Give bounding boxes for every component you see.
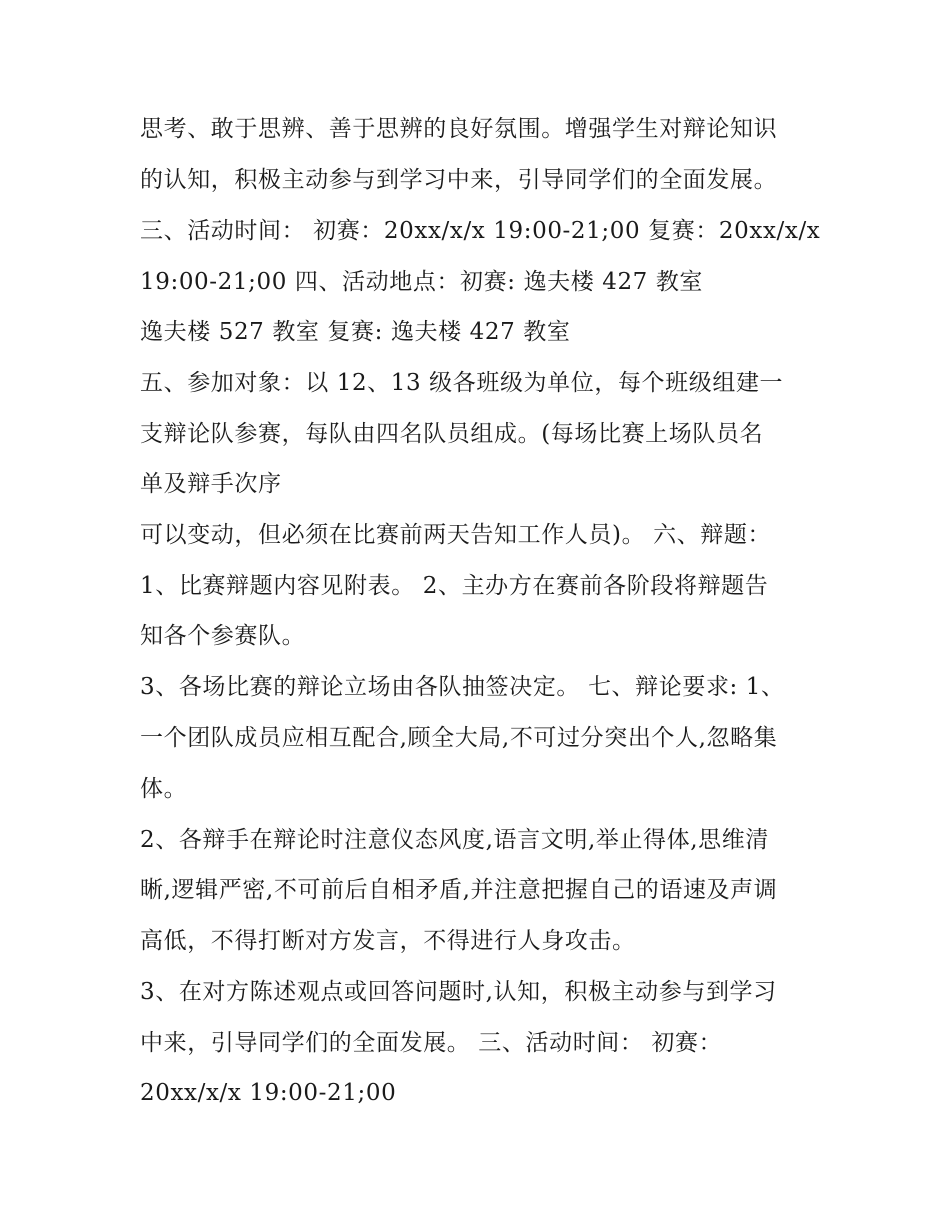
text-line: 3、各场比赛的辩论立场由各队抽签决定。 七、辩论要求: 1、 [140,674,785,700]
text-line: 晰,逻辑严密,不可前后自相矛盾,并注意把握自己的语速及声调 [140,877,778,903]
text-line: 五、参加对象：以 12、13 级各班级为单位，每个班级组建一 [140,370,784,396]
text-line: 1、比赛辩题内容见附表。 2、主办方在赛前各阶段将辩题告 [140,573,769,599]
text-line: 高低，不得打断对方发言，不得进行人身攻击。 [140,928,636,954]
text-line: 逸夫楼 527 教室 复赛: 逸夫楼 427 教室 [140,319,571,345]
text-line: 3、在对方陈述观点或回答问题时,认知，积极主动参与到学习 [140,979,777,1005]
text-line: 三、活动时间： 初赛：20xx/x/x 19:00-21;00 复赛：20xx/x/x [140,218,821,244]
text-line: 思考、敢于思辨、善于思辨的良好氛围。增强学生对辩论知识 [140,116,778,142]
text-line: 可以变动，但必须在比赛前两天告知工作人员)。 六、辩题： [140,522,772,548]
text-line: 支辩论队参赛，每队由四名队员组成。(每场比赛上场队员名 [140,421,764,447]
text-line: 一个团队成员应相互配合,顾全大局,不可过分突出个人,忽略集 [140,725,778,751]
text-line: 的认知，积极主动参与到学习中来，引导同学们的全面发展。 [140,167,778,193]
text-line: 体。 [140,776,188,802]
text-line: 知各个参赛队。 [140,623,306,649]
text-line: 2、各辩手在辩论时注意仪态风度,语言文明,举止得体,思维清 [140,827,769,853]
text-line: 单及辩手次序 [140,471,282,497]
text-line: 19:00-21;00 四、活动地点：初赛: 逸夫楼 427 教室 [140,269,704,295]
text-line: 20xx/x/x 19:00-21;00 [140,1080,397,1106]
text-line: 中来，引导同学们的全面发展。 三、活动时间： 初赛： [140,1030,723,1056]
